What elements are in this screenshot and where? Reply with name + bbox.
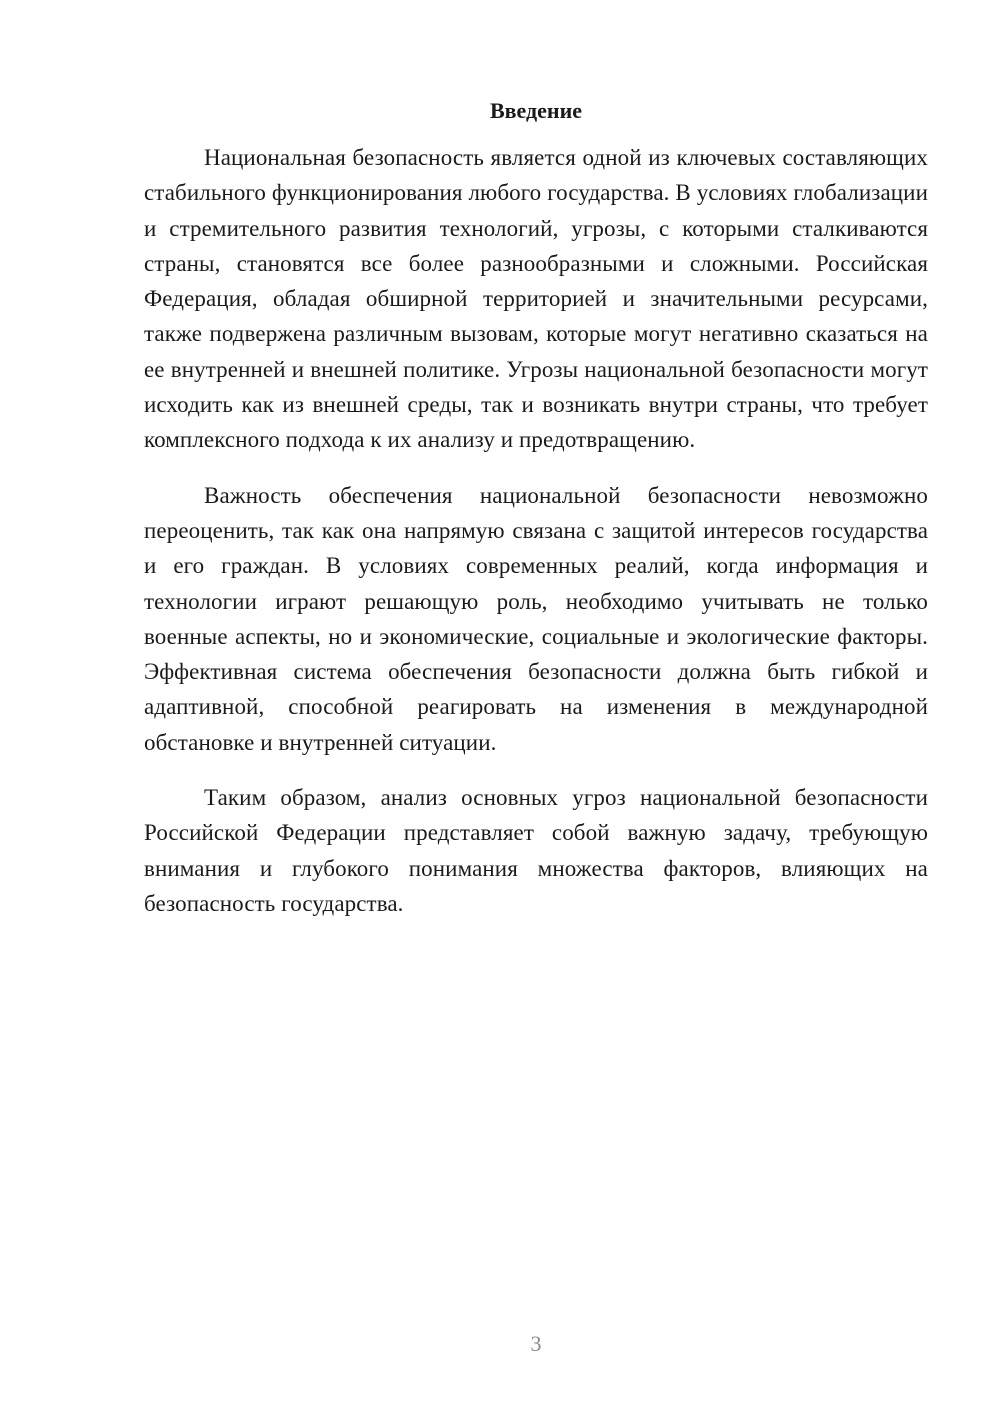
paragraph-2: Важность обеспечения национальной безопасности невозможно переоценить, так как она напрямую связана с защитой интересов государства и его граждан. В условиях современных реалий, когда информация и технологии играют решающую роль, необходимо учитывать не только военные аспекты, но и экономические, социальные и экологические факторы. Эффективная система обеспечения безопасности должна быть гибкой и адаптивной, способной реагировать на изменения в международной обстановке и внутренней ситуации. bbox=[144, 482, 928, 755]
paragraph-3: Таким образом, анализ основных угроз национальной безопасности Российской Федерации представляет собой важную задачу, требующую внимания и глубокого понимания множества факторов, влияющих на безопасность государства. bbox=[144, 785, 928, 916]
page-number: 3 bbox=[530, 1331, 542, 1356]
paragraph-1: Национальная безопасность является одной из ключевых составляющих стабильного функционирования любого государства. В условиях глобализации и стремительного развития технологий, угрозы, с которыми сталкиваются страны, становятся все более разнообразными и сложными. Российская Федерация, обладая обширной территорией и значительными ресурсами, также подвержена различным вызовам, которые могут негативно сказаться на ее внутренней и внешней политике. Угрозы национальной безопасности могут исходить как из внешней среды, так и возникать внутри страны, что требует комплексного подхода к их анализу и предотвращению. bbox=[144, 145, 928, 453]
section-heading: Введение bbox=[489, 98, 583, 123]
page-content bbox=[144, 96, 928, 941]
